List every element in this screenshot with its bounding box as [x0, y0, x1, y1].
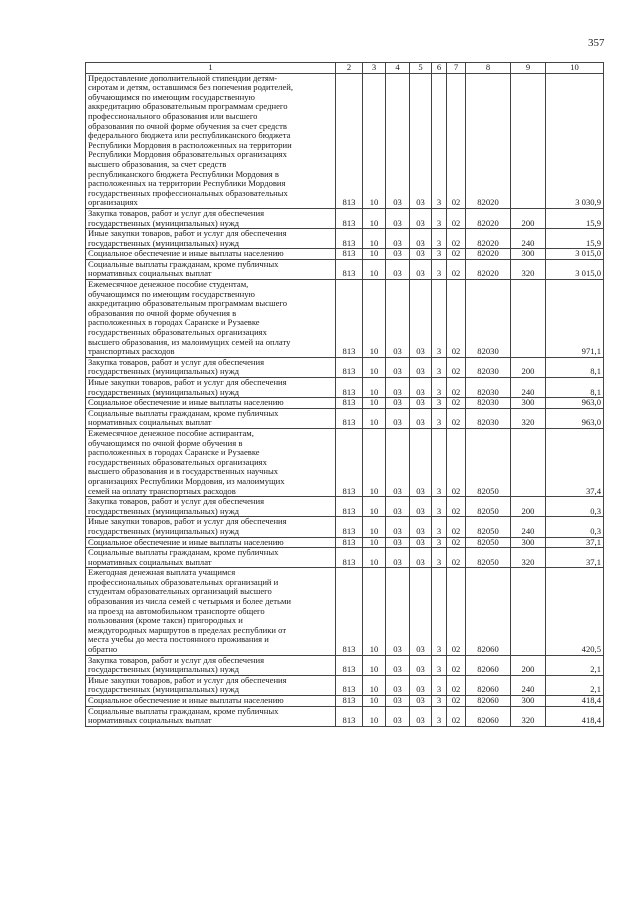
program-cell: 03: [410, 675, 432, 695]
section-cell: 10: [363, 696, 386, 707]
subprogram-cell: 3: [432, 208, 447, 228]
section-cell: 10: [363, 568, 386, 655]
column-header: 9: [511, 63, 546, 74]
expense-type-cell: [511, 73, 546, 208]
table-row: [86, 378, 604, 398]
target-code-cell: 82060: [466, 696, 511, 707]
item-name-cell: Ежегодная денежная выплата учащимся профессиональных образовательных организаций и студентам образовательных организаций высшего образования из числа семей с четырьмя и более детьми на проезд на автомобильном транспорте общего пользования (кроме такси) пригородных и междугородных маршрутов в пределах республики от места учебы до места постоянного проживания и обратно: [86, 568, 336, 655]
program-cell: 03: [410, 280, 432, 358]
amount-cell: 8,1: [546, 378, 604, 398]
subsection-cell: 03: [386, 408, 410, 428]
program-cell: 03: [410, 568, 432, 655]
subsection-cell: 03: [386, 655, 410, 675]
target-code-cell: 82020: [466, 259, 511, 279]
amount-cell: 418,4: [546, 696, 604, 707]
expense-type-cell: 300: [511, 398, 546, 409]
admin-code-cell: 813: [336, 568, 363, 655]
table-row: [86, 517, 604, 537]
expense-type-cell: 200: [511, 497, 546, 517]
program-cell: 03: [410, 696, 432, 707]
event-cell: 02: [447, 378, 466, 398]
subprogram-cell: 3: [432, 537, 447, 548]
target-code-cell: 82050: [466, 497, 511, 517]
admin-code-cell: 813: [336, 517, 363, 537]
table-row: [86, 357, 604, 377]
amount-cell: 15,9: [546, 229, 604, 249]
item-name-cell: Социальные выплаты гражданам, кроме публичных нормативных социальных выплат: [86, 408, 336, 428]
page-number: 357: [588, 37, 605, 49]
table-row: [86, 675, 604, 695]
target-code-cell: 82060: [466, 655, 511, 675]
amount-cell: 37,1: [546, 537, 604, 548]
target-code-cell: 82050: [466, 548, 511, 568]
item-name-cell: Ежемесячное денежное пособие студентам, обучающимся по имеющим государственную аккредитацию образовательным программам высшего образования по очной форме обучения в расположенных в городах Саранске и Рузаевке государственных образовательных организациях высшего образования, из малоимущих семей на оплату транспортных расходов: [86, 280, 336, 358]
table-row: [86, 280, 604, 358]
expense-type-cell: 200: [511, 357, 546, 377]
amount-cell: 15,9: [546, 208, 604, 228]
admin-code-cell: 813: [336, 229, 363, 249]
subsection-cell: 03: [386, 208, 410, 228]
section-cell: 10: [363, 249, 386, 260]
section-cell: 10: [363, 537, 386, 548]
subprogram-cell: 3: [432, 249, 447, 260]
admin-code-cell: 813: [336, 357, 363, 377]
program-cell: 03: [410, 73, 432, 208]
subprogram-cell: 3: [432, 229, 447, 249]
item-name-cell: Ежемесячное денежное пособие аспирантам, обучающимся по очной форме обучения в расположенных в городах Саранске и Рузаевке государственных образовательных организациях высшего образования и в государственных научных организациях Республики Мордовия, из малоимущих семей на оплату транспортных расходов: [86, 428, 336, 496]
table-body: [86, 73, 604, 726]
event-cell: 02: [447, 259, 466, 279]
target-code-cell: 82020: [466, 249, 511, 260]
table-row: [86, 568, 604, 655]
program-cell: 03: [410, 548, 432, 568]
subsection-cell: 03: [386, 696, 410, 707]
item-name-cell: Иные закупки товаров, работ и услуг для обеспечения государственных (муниципальных) нужд: [86, 378, 336, 398]
section-cell: 10: [363, 73, 386, 208]
target-code-cell: 82030: [466, 378, 511, 398]
subsection-cell: 03: [386, 357, 410, 377]
program-cell: 03: [410, 497, 432, 517]
amount-cell: 2,1: [546, 655, 604, 675]
program-cell: 03: [410, 537, 432, 548]
program-cell: 03: [410, 229, 432, 249]
event-cell: 02: [447, 208, 466, 228]
amount-cell: 963,0: [546, 398, 604, 409]
amount-cell: 418,4: [546, 706, 604, 726]
subprogram-cell: 3: [432, 517, 447, 537]
item-name-cell: Иные закупки товаров, работ и услуг для обеспечения государственных (муниципальных) нужд: [86, 517, 336, 537]
admin-code-cell: 813: [336, 378, 363, 398]
item-name-cell: Социальное обеспечение и иные выплаты населению: [86, 398, 336, 409]
subsection-cell: 03: [386, 428, 410, 496]
expense-type-cell: [511, 428, 546, 496]
item-name-cell: Предоставление дополнительной стипендии детям- сиротам и детям, оставшимся без попечения родителей, обучающимся по имеющим государственную аккредитацию образовательным программам среднего профессионального образования или высшего образования по очной форме обучения за счет средств федерального бюджета или республиканского бюджета Республики Мордовия в расположенных на территории Республики Мордовия образовательных организациях высшего образования, за счет средств республиканского бюджета Республики Мордовия в расположенных на территории Республики Мордовия государственных профессиональных образовательных организациях: [86, 73, 336, 208]
event-cell: 02: [447, 568, 466, 655]
column-number-row: [86, 63, 604, 74]
admin-code-cell: 813: [336, 73, 363, 208]
section-cell: 10: [363, 517, 386, 537]
event-cell: 02: [447, 357, 466, 377]
subsection-cell: 03: [386, 229, 410, 249]
event-cell: 02: [447, 249, 466, 260]
target-code-cell: 82030: [466, 408, 511, 428]
amount-cell: 37,4: [546, 428, 604, 496]
expense-type-cell: 300: [511, 537, 546, 548]
section-cell: 10: [363, 706, 386, 726]
subprogram-cell: 3: [432, 497, 447, 517]
item-name-cell: Закупка товаров, работ и услуг для обеспечения государственных (муниципальных) нужд: [86, 655, 336, 675]
item-name-cell: Закупка товаров, работ и услуг для обеспечения государственных (муниципальных) нужд: [86, 208, 336, 228]
program-cell: 03: [410, 378, 432, 398]
subprogram-cell: 3: [432, 280, 447, 358]
expense-type-cell: [511, 568, 546, 655]
expense-type-cell: 320: [511, 706, 546, 726]
subsection-cell: 03: [386, 706, 410, 726]
section-cell: 10: [363, 548, 386, 568]
target-code-cell: 82020: [466, 208, 511, 228]
table-row: [86, 497, 604, 517]
section-cell: 10: [363, 675, 386, 695]
column-header: 10: [546, 63, 604, 74]
amount-cell: 3 015,0: [546, 259, 604, 279]
expense-type-cell: 200: [511, 208, 546, 228]
amount-cell: 2,1: [546, 675, 604, 695]
item-name-cell: Социальное обеспечение и иные выплаты населению: [86, 249, 336, 260]
amount-cell: 971,1: [546, 280, 604, 358]
table-row: [86, 696, 604, 707]
target-code-cell: 82030: [466, 280, 511, 358]
admin-code-cell: 813: [336, 706, 363, 726]
subsection-cell: 03: [386, 378, 410, 398]
event-cell: 02: [447, 73, 466, 208]
table-row: [86, 398, 604, 409]
subprogram-cell: 3: [432, 706, 447, 726]
table-row: [86, 208, 604, 228]
program-cell: 03: [410, 655, 432, 675]
subsection-cell: 03: [386, 497, 410, 517]
expense-type-cell: [511, 280, 546, 358]
column-header: 7: [447, 63, 466, 74]
column-header: 3: [363, 63, 386, 74]
column-header: 2: [336, 63, 363, 74]
amount-cell: 3 030,9: [546, 73, 604, 208]
program-cell: 03: [410, 398, 432, 409]
admin-code-cell: 813: [336, 497, 363, 517]
table-row: [86, 655, 604, 675]
event-cell: 02: [447, 548, 466, 568]
expense-type-cell: 300: [511, 696, 546, 707]
subsection-cell: 03: [386, 259, 410, 279]
target-code-cell: 82030: [466, 398, 511, 409]
subprogram-cell: 3: [432, 428, 447, 496]
subsection-cell: 03: [386, 398, 410, 409]
section-cell: 10: [363, 357, 386, 377]
section-cell: 10: [363, 229, 386, 249]
amount-cell: 0,3: [546, 497, 604, 517]
table-row: [86, 249, 604, 260]
table-row: [86, 229, 604, 249]
target-code-cell: 82050: [466, 517, 511, 537]
expense-type-cell: 240: [511, 675, 546, 695]
section-cell: 10: [363, 208, 386, 228]
item-name-cell: Социальные выплаты гражданам, кроме публичных нормативных социальных выплат: [86, 259, 336, 279]
target-code-cell: 82020: [466, 73, 511, 208]
column-header: 5: [410, 63, 432, 74]
admin-code-cell: 813: [336, 548, 363, 568]
amount-cell: 37,1: [546, 548, 604, 568]
item-name-cell: Закупка товаров, работ и услуг для обеспечения государственных (муниципальных) нужд: [86, 357, 336, 377]
item-name-cell: Социальные выплаты гражданам, кроме публичных нормативных социальных выплат: [86, 548, 336, 568]
expense-type-cell: 240: [511, 229, 546, 249]
event-cell: 02: [447, 497, 466, 517]
target-code-cell: 82060: [466, 568, 511, 655]
section-cell: 10: [363, 408, 386, 428]
table-row: [86, 259, 604, 279]
table-row: [86, 706, 604, 726]
program-cell: 03: [410, 357, 432, 377]
subsection-cell: 03: [386, 568, 410, 655]
column-header: 8: [466, 63, 511, 74]
target-code-cell: 82030: [466, 357, 511, 377]
program-cell: 03: [410, 259, 432, 279]
expense-type-cell: 240: [511, 378, 546, 398]
target-code-cell: 82060: [466, 706, 511, 726]
event-cell: 02: [447, 229, 466, 249]
item-name-cell: Социальные выплаты гражданам, кроме публичных нормативных социальных выплат: [86, 706, 336, 726]
table-row: [86, 548, 604, 568]
table-row: [86, 408, 604, 428]
budget-table: [85, 62, 604, 727]
admin-code-cell: 813: [336, 408, 363, 428]
expense-type-cell: 300: [511, 249, 546, 260]
amount-cell: 420,5: [546, 568, 604, 655]
event-cell: 02: [447, 517, 466, 537]
event-cell: 02: [447, 398, 466, 409]
program-cell: 03: [410, 428, 432, 496]
expense-type-cell: 320: [511, 408, 546, 428]
subprogram-cell: 3: [432, 73, 447, 208]
table-row: [86, 428, 604, 496]
subprogram-cell: 3: [432, 655, 447, 675]
expense-type-cell: 320: [511, 259, 546, 279]
admin-code-cell: 813: [336, 537, 363, 548]
item-name-cell: Закупка товаров, работ и услуг для обеспечения государственных (муниципальных) нужд: [86, 497, 336, 517]
table-row: [86, 73, 604, 208]
target-code-cell: 82050: [466, 428, 511, 496]
program-cell: 03: [410, 408, 432, 428]
column-header: 1: [86, 63, 336, 74]
amount-cell: 963,0: [546, 408, 604, 428]
target-code-cell: 82020: [466, 229, 511, 249]
event-cell: 02: [447, 696, 466, 707]
subprogram-cell: 3: [432, 378, 447, 398]
program-cell: 03: [410, 517, 432, 537]
program-cell: 03: [410, 706, 432, 726]
admin-code-cell: 813: [336, 398, 363, 409]
subprogram-cell: 3: [432, 548, 447, 568]
section-cell: 10: [363, 655, 386, 675]
admin-code-cell: 813: [336, 280, 363, 358]
subsection-cell: 03: [386, 548, 410, 568]
item-name-cell: Социальное обеспечение и иные выплаты населению: [86, 537, 336, 548]
admin-code-cell: 813: [336, 259, 363, 279]
subprogram-cell: 3: [432, 408, 447, 428]
target-code-cell: 82060: [466, 675, 511, 695]
column-header: 4: [386, 63, 410, 74]
event-cell: 02: [447, 280, 466, 358]
subprogram-cell: 3: [432, 675, 447, 695]
program-cell: 03: [410, 249, 432, 260]
subsection-cell: 03: [386, 73, 410, 208]
admin-code-cell: 813: [336, 655, 363, 675]
item-name-cell: Иные закупки товаров, работ и услуг для обеспечения государственных (муниципальных) нужд: [86, 229, 336, 249]
admin-code-cell: 813: [336, 696, 363, 707]
subsection-cell: 03: [386, 517, 410, 537]
expense-type-cell: 200: [511, 655, 546, 675]
subsection-cell: 03: [386, 280, 410, 358]
subprogram-cell: 3: [432, 696, 447, 707]
event-cell: 02: [447, 655, 466, 675]
subprogram-cell: 3: [432, 568, 447, 655]
subsection-cell: 03: [386, 675, 410, 695]
section-cell: 10: [363, 428, 386, 496]
expense-type-cell: 240: [511, 517, 546, 537]
section-cell: 10: [363, 259, 386, 279]
subprogram-cell: 3: [432, 357, 447, 377]
subsection-cell: 03: [386, 537, 410, 548]
event-cell: 02: [447, 706, 466, 726]
amount-cell: 8,1: [546, 357, 604, 377]
program-cell: 03: [410, 208, 432, 228]
item-name-cell: Социальное обеспечение и иные выплаты населению: [86, 696, 336, 707]
event-cell: 02: [447, 408, 466, 428]
subprogram-cell: 3: [432, 398, 447, 409]
item-name-cell: Иные закупки товаров, работ и услуг для обеспечения государственных (муниципальных) нужд: [86, 675, 336, 695]
admin-code-cell: 813: [336, 428, 363, 496]
section-cell: 10: [363, 497, 386, 517]
expense-type-cell: 320: [511, 548, 546, 568]
amount-cell: 3 015,0: [546, 249, 604, 260]
subprogram-cell: 3: [432, 259, 447, 279]
subsection-cell: 03: [386, 249, 410, 260]
admin-code-cell: 813: [336, 208, 363, 228]
target-code-cell: 82050: [466, 537, 511, 548]
event-cell: 02: [447, 675, 466, 695]
table-row: [86, 537, 604, 548]
section-cell: 10: [363, 398, 386, 409]
event-cell: 02: [447, 537, 466, 548]
section-cell: 10: [363, 280, 386, 358]
admin-code-cell: 813: [336, 249, 363, 260]
event-cell: 02: [447, 428, 466, 496]
admin-code-cell: 813: [336, 675, 363, 695]
section-cell: 10: [363, 378, 386, 398]
amount-cell: 0,3: [546, 517, 604, 537]
column-header: 6: [432, 63, 447, 74]
